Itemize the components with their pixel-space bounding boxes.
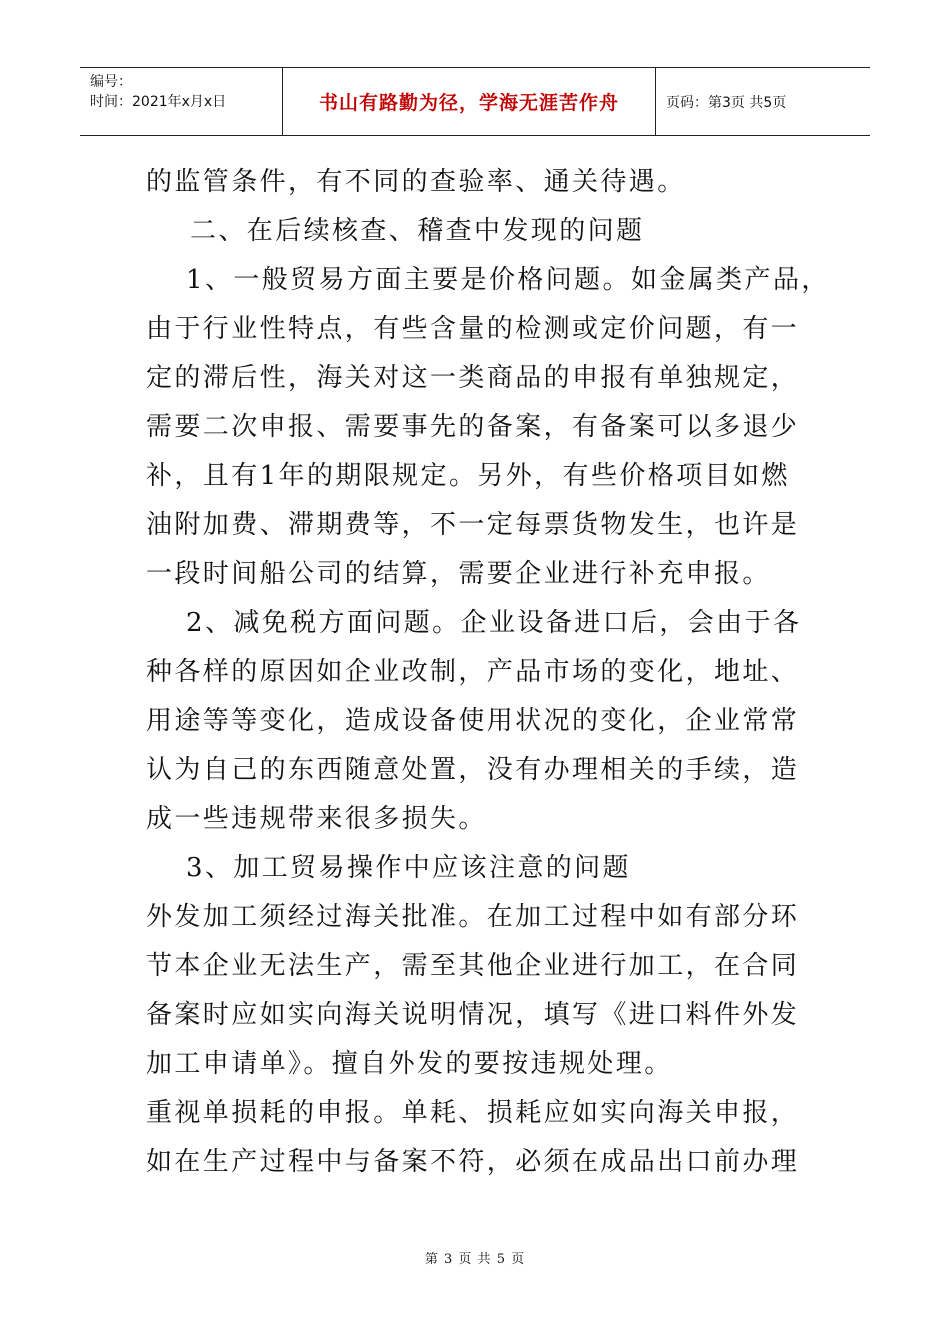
body-line: 2、减免税方面问题。企业设备进口后，会由于各 — [186, 608, 802, 638]
body-line: 重视单损耗的申报。单耗、损耗应如实向海关申报， — [146, 1098, 800, 1128]
body-line: 备案时应如实向海关说明情况，填写《进口料件外发 — [146, 1000, 800, 1030]
body-line: 加工申请单》。擅自外发的要按违规处理。 — [146, 1049, 673, 1079]
body-line: 如在生产过程中与备案不符，必须在成品出口前办理 — [146, 1147, 800, 1177]
body-line: 需要二次申报、需要事先的备案，有备案可以多退少 — [146, 412, 800, 442]
header-motto: 书山有路勤为径，学海无涯苦作舟 — [318, 92, 619, 114]
page-footer: 第 3 页 共 5 页 — [424, 1252, 526, 1267]
body-line: 由于行业性特点，有些含量的检测或定价问题，有一 — [146, 314, 800, 344]
body-line: 定的滞后性，海关对这一类商品的申报有单独规定， — [146, 363, 800, 393]
body-line: 成一些违规带来很多损失。 — [146, 804, 487, 834]
body-line: 的监管条件，有不同的查验率、通关待遇。 — [146, 167, 686, 197]
body-line: 补，且有1年的期限规定。另外，有些价格项目如燃 — [146, 461, 790, 491]
body-line: 一段时间船公司的结算，需要企业进行补充申报。 — [146, 559, 771, 589]
doc-date-label: 时间：2021年x月x日 — [90, 94, 227, 110]
body-line: 用途等等变化，造成设备使用状况的变化，企业常常 — [146, 706, 800, 736]
body-line: 外发加工须经过海关批准。在加工过程中如有部分环 — [146, 902, 800, 932]
header-page-cell — [656, 68, 870, 135]
body-line: 节本企业无法生产，需至其他企业进行加工，在合同 — [146, 951, 800, 981]
body-line: 种各样的原因如企业改制，产品市场的变化，地址、 — [146, 657, 800, 687]
header-motto-cell — [283, 68, 656, 135]
body-line: 油附加费、滞期费等，不一定每票货物发生，也许是 — [146, 510, 800, 540]
section-heading: 二、在后续核查、稽查中发现的问题 — [190, 216, 645, 246]
body-line: 1、一般贸易方面主要是价格问题。如金属类产品， — [186, 265, 830, 295]
document-header — [80, 67, 870, 136]
body-line: 3、加工贸易操作中应该注意的问题 — [186, 853, 631, 883]
body-line: 认为自己的东西随意处置，没有办理相关的手续，造 — [146, 755, 800, 785]
document-body — [146, 158, 830, 1187]
header-page-label: 页码：第3页 共5页 — [666, 94, 787, 111]
header-meta — [80, 68, 283, 135]
doc-number-label: 编号： — [90, 74, 132, 90]
